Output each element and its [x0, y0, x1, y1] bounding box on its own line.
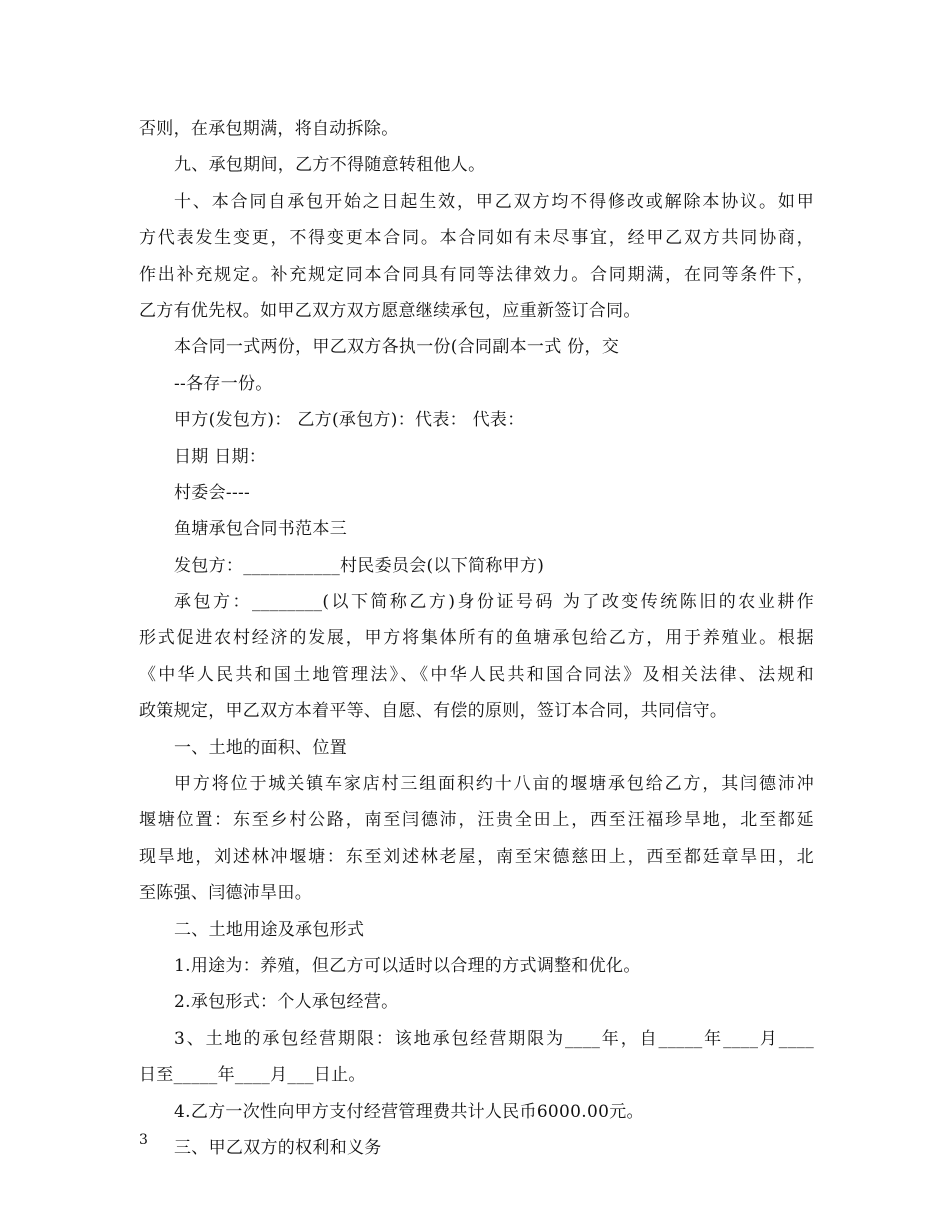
paragraph-line: 《中华人民共和国土地管理法》、《中华人民共和国合同法》及相关法律、法规和	[139, 664, 814, 685]
paragraph-line: 堰塘位置：东至乡村公路，南至闫德沛，汪贵全田上，西至汪福珍旱地，北至都延	[139, 810, 814, 831]
paragraph-line: 九、承包期间，乙方不得随意转租他人。	[174, 155, 486, 176]
list-item: 1.用途为：养殖，但乙方可以适时以合理的方式调整和优化。	[174, 955, 641, 976]
paragraph-line: 方代表发生变更，不得变更本合同。本合同如有未尽事宜，经甲乙双方共同协商，	[139, 228, 814, 249]
section-heading: 二、土地用途及承包形式	[174, 919, 365, 940]
paragraph-line: --各存一份。	[174, 373, 273, 394]
list-item: 4.乙方一次性向甲方支付经营管理费共计人民币6000.00元。	[174, 1101, 644, 1122]
section-title: 鱼塘承包合同书范本三	[174, 519, 347, 540]
paragraph-line: 日至_____年____月___日止。	[139, 1065, 366, 1086]
paragraph-line: 政策规定，甲乙双方本着平等、自愿、有偿的原则，签订本合同，共同信守。	[139, 701, 728, 722]
paragraph-line: 十、本合同自承包开始之日起生效，甲乙双方均不得修改或解除本协议。如甲	[174, 191, 814, 212]
date-line: 日期 日期：	[174, 446, 267, 467]
paragraph-line: 甲方将位于城关镇车家店村三组面积约十八亩的堰塘承包给乙方，其闫德沛冲	[174, 774, 814, 795]
document-body	[139, 111, 814, 1166]
paragraph-line: 本合同一式两份，甲乙双方各执一份(合同副本一式 份，交	[174, 337, 620, 358]
party-a-line: 发包方：___________村民委员会(以下简称甲方)	[174, 555, 545, 576]
paragraph-line: 否则，在承包期满，将自动拆除。	[139, 119, 399, 139]
party-b-line: 承包方：________(以下简称乙方)身份证号码 为了改变传统陈旧的农业耕作	[174, 592, 814, 613]
section-heading: 三、甲乙双方的权利和义务	[174, 1137, 382, 1158]
signature-line: 甲方(发包方)： 乙方(承包方)：代表： 代表：	[174, 410, 525, 431]
paragraph-line: 至陈强、闫德沛旱田。	[139, 883, 312, 904]
section-heading: 一、土地的面积、位置	[174, 737, 347, 758]
list-item: 2.承包形式：个人承包经营。	[174, 992, 399, 1013]
paragraph-line: 形式促进农村经济的发展，甲方将集体所有的鱼塘承包给乙方，用于养殖业。根据	[139, 628, 814, 649]
page-number: 3	[139, 1132, 148, 1148]
list-item: 3、土地的承包经营期限：该地承包经营期限为____年，自_____年____月____	[174, 1028, 814, 1049]
paragraph-line: 村委会----	[174, 482, 251, 503]
paragraph-line: 乙方有优先权。如甲乙双方双方愿意继续承包，应重新签订合同。	[139, 300, 641, 321]
paragraph-line: 作出补充规定。补充规定同本合同具有同等法律效力。合同期满，在同等条件下，	[139, 264, 814, 285]
paragraph-line: 现旱地，刘述林冲堰塘：东至刘述林老屋，南至宋德慈田上，西至都廷章旱田，北	[139, 846, 814, 867]
